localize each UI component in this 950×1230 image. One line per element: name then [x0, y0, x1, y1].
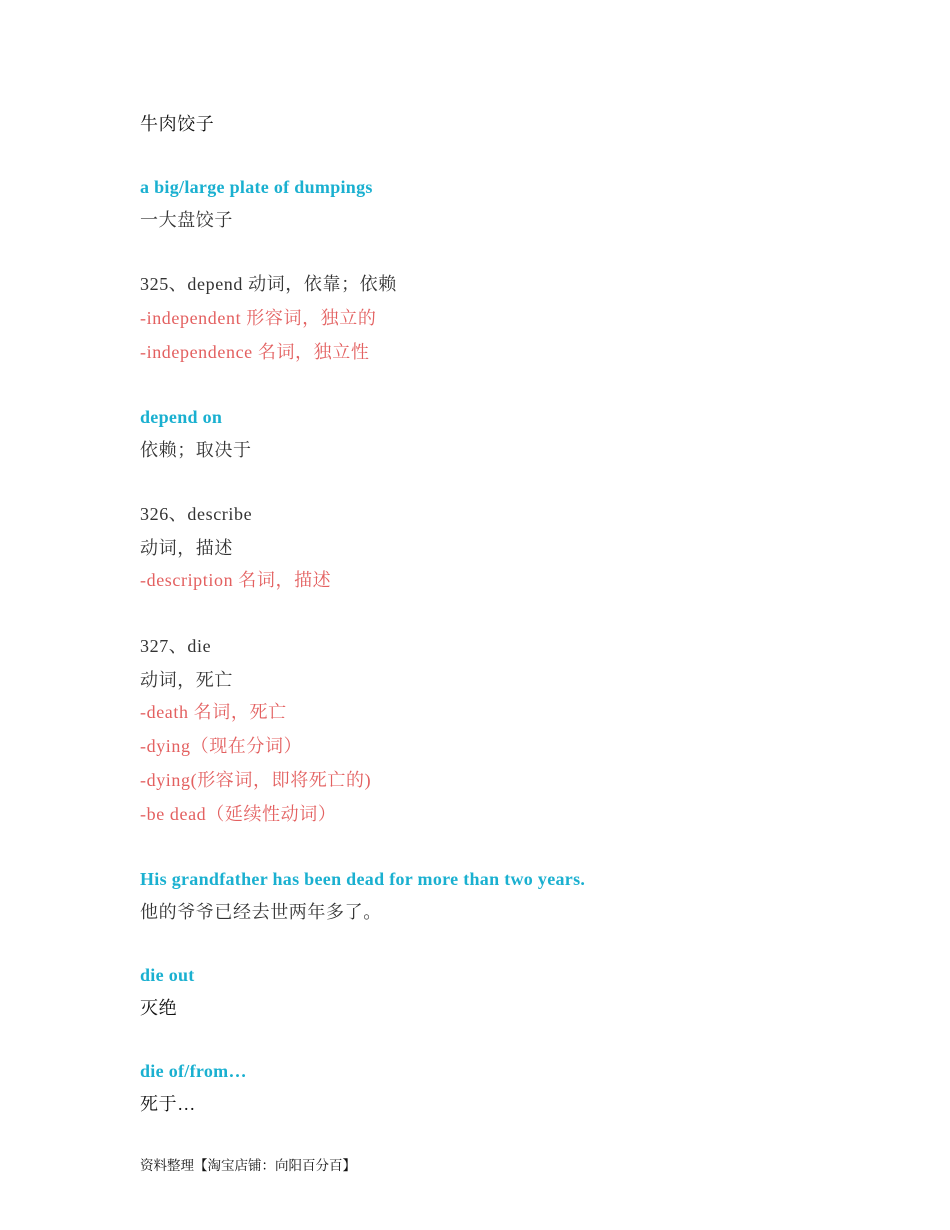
entry-heading: 327、die: [140, 636, 212, 656]
translation-line: 一大盘饺子: [140, 210, 233, 230]
entry-heading: 325、depend 动词，依靠；依赖: [140, 274, 397, 294]
derivative-line: -dying（现在分词）: [140, 736, 303, 756]
derivative-line: -independence 名词，独立性: [140, 342, 370, 362]
phrase-heading: depend on: [140, 407, 223, 427]
translation-line: 依赖；取决于: [140, 440, 252, 460]
phrase-heading: die out: [140, 965, 195, 985]
derivative-line: -dying(形容词，即将死亡的): [140, 770, 372, 790]
derivative-line: -be dead（延续性动词）: [140, 804, 337, 824]
example-sentence: His grandfather has been dead for more than two years.: [140, 869, 586, 889]
derivative-line: -death 名词，死亡: [140, 702, 287, 722]
text-line: 牛肉饺子: [140, 114, 215, 134]
definition-line: 动词，描述: [140, 538, 233, 558]
translation-line: 灭绝: [140, 998, 178, 1018]
footer-note: 资料整理【淘宝店铺：向阳百分百】: [140, 1158, 356, 1174]
phrase-heading: die of/from…: [140, 1061, 247, 1081]
translation-line: 他的爷爷已经去世两年多了。: [140, 902, 382, 922]
derivative-line: -independent 形容词，独立的: [140, 308, 377, 328]
entry-heading: 326、describe: [140, 504, 253, 524]
derivative-line: -description 名词，描述: [140, 570, 332, 590]
definition-line: 动词，死亡: [140, 670, 233, 690]
translation-line: 死于…: [140, 1094, 196, 1114]
phrase-heading: a big/large plate of dumpings: [140, 177, 373, 197]
